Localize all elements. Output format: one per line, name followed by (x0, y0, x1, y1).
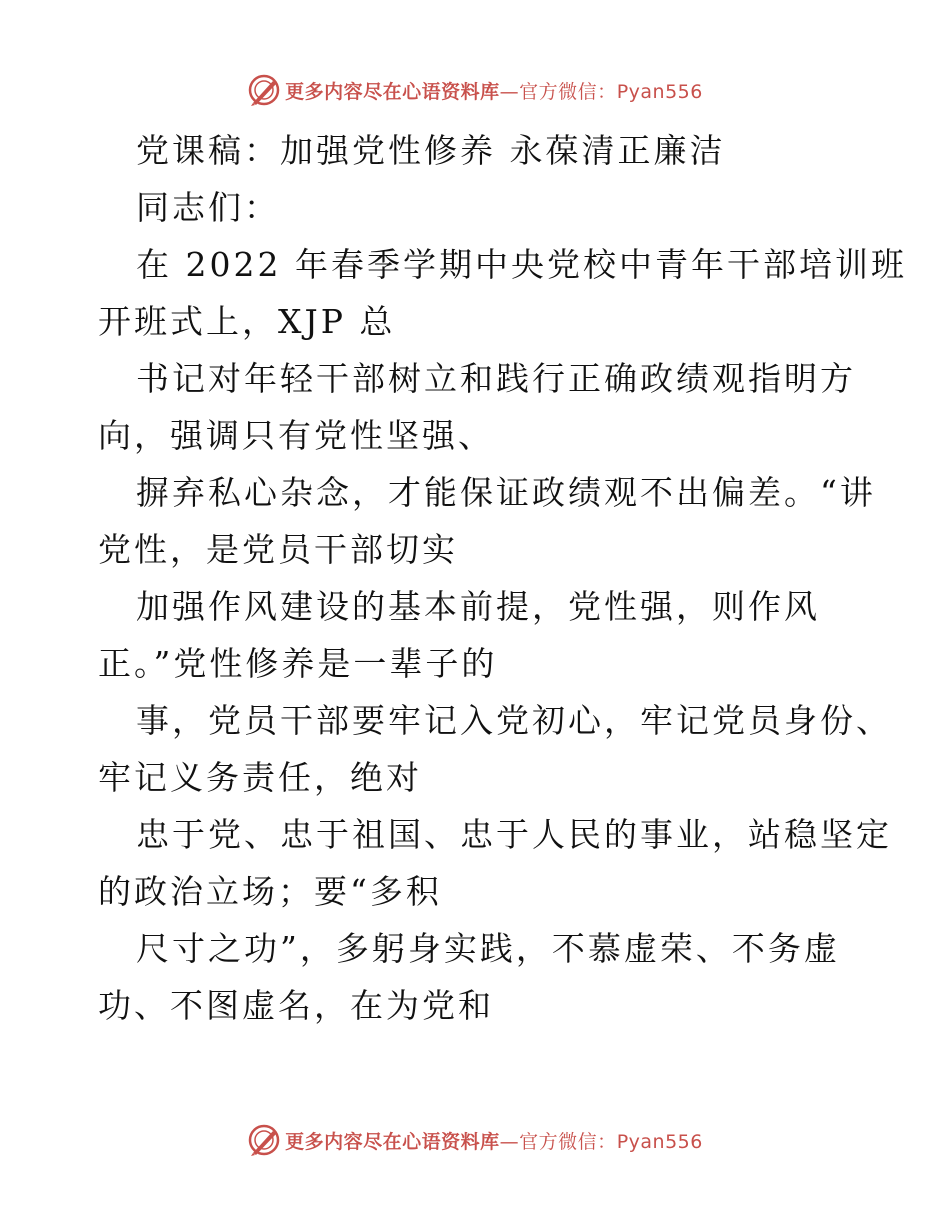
paragraph-line: 在 2022 年春季学期中央党校中青年干部培训班 (136, 245, 907, 284)
paragraph-line: 党性，是党员干部切实 (98, 530, 458, 569)
watermark-main: 更多内容尽在心语资料库 (285, 80, 500, 103)
watermark-text (285, 1127, 703, 1154)
footer-watermark (0, 1120, 950, 1160)
watermark-main: 更多内容尽在心语资料库 (285, 1130, 500, 1153)
paragraph-line: 功、不图虚名，在为党和 (98, 986, 494, 1025)
watermark-wechat-label: 官方微信： (519, 1130, 617, 1153)
paragraph-line: 正。”党性修养是一辈子的 (98, 644, 498, 683)
paragraph-line: 忠于党、忠于祖国、忠于人民的事业，站稳坚定 (136, 815, 892, 854)
watermark-dash: — (499, 1130, 520, 1153)
paragraph-line: 的政治立场；要“多积 (98, 872, 442, 911)
paragraph-line: 事，党员干部要牢记入党初心，牢记党员身份、 (136, 701, 892, 740)
watermark-handle: Pyan556 (616, 80, 703, 103)
paragraph-line: 摒弃私心杂念，才能保证政绩观不出偏差。“讲 (136, 473, 876, 512)
salutation: 同志们： (136, 188, 280, 227)
paragraph-line: 向，强调只有党性坚强、 (98, 416, 494, 455)
paragraph-line: 书记对年轻干部树立和践行正确政绩观指明方 (136, 359, 856, 398)
paragraph-line: 尺寸之功”，多躬身实践，不慕虚荣、不务虚 (136, 929, 840, 968)
paragraph-line: 开班式上，XJP 总 (98, 302, 396, 341)
watermark-handle: Pyan556 (616, 1130, 703, 1153)
paragraph-line: 加强作风建设的基本前提，党性强，则作风 (136, 587, 820, 626)
pen-logo-icon (247, 73, 281, 107)
pen-logo-icon (247, 1123, 281, 1157)
header-watermark (0, 70, 950, 110)
document-body (98, 122, 907, 1034)
paragraph-line: 牢记义务责任，绝对 (98, 758, 422, 797)
watermark-text (285, 77, 703, 104)
document-title: 党课稿：加强党性修养 永葆清正廉洁 (136, 131, 726, 170)
watermark-dash: — (499, 80, 520, 103)
watermark-wechat-label: 官方微信： (519, 80, 617, 103)
